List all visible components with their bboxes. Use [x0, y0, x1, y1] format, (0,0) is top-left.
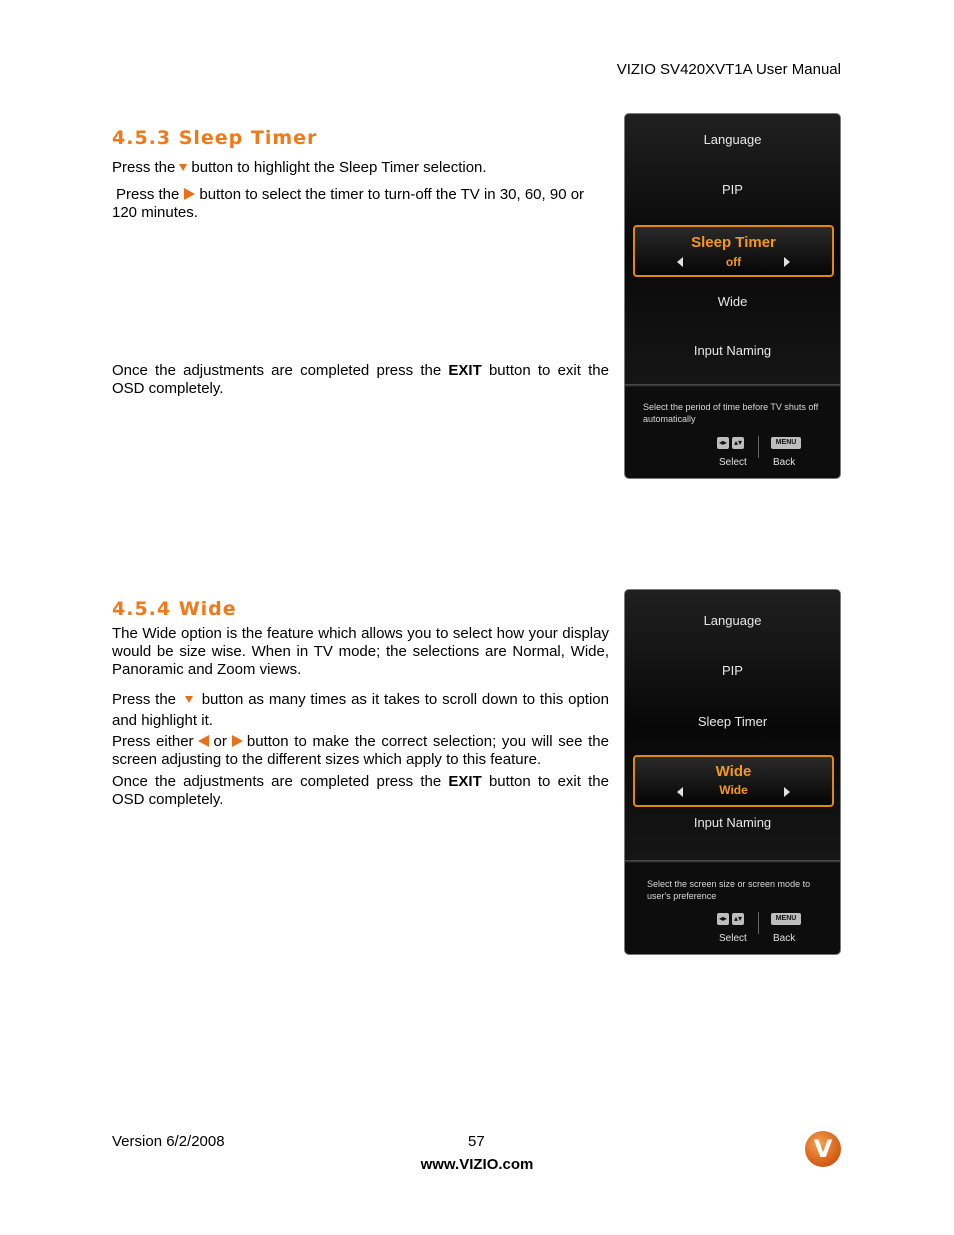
menu-key-icon: MENU — [771, 913, 801, 925]
selected-value: Wide — [719, 783, 748, 797]
back-label: Back — [773, 457, 796, 468]
select-label: Select — [719, 933, 747, 944]
right-arrow-icon — [232, 735, 243, 747]
down-arrow-icon — [185, 696, 193, 703]
selected-title: Sleep Timer — [691, 234, 776, 251]
down-arrow-icon — [179, 164, 187, 171]
menu-item-input-naming[interactable]: Input Naming — [693, 343, 772, 358]
divider — [625, 860, 840, 863]
left-right-key-icon: ◂▸ — [718, 438, 728, 447]
sleep-paragraph-3: Once the adjustments are completed press the EXIT button to exit the OSD completely. — [112, 362, 609, 397]
wide-paragraph-3: Press either or button to make the correct selection; you will see the screen adjusting to the different sizes which apply to this feature. — [112, 733, 609, 768]
osd-sleep-timer-menu — [624, 113, 841, 479]
help-text: Select the period of time before TV shuts off automatically — [643, 402, 819, 424]
menu-item-pip[interactable]: PIP — [722, 182, 743, 197]
left-arrow-icon — [198, 735, 209, 747]
section-title-wide: 4.5.4 Wide — [112, 598, 237, 620]
osd-wide-menu — [624, 589, 841, 955]
help-text: Select the screen size or screen mode to user's preference — [647, 879, 811, 901]
menu-item-sleep-timer[interactable]: Sleep Timer — [697, 714, 768, 729]
selected-value: off — [725, 255, 742, 269]
selected-title: Wide — [715, 763, 752, 780]
wide-paragraph-1: The Wide option is the feature which allows you to select how your display would be size wise. When in TV mode; the selections are Normal, Wide, Panoramic and Zoom views. — [112, 625, 609, 678]
wide-paragraph-4: Once the adjustments are completed press the EXIT button to exit the OSD completely. — [112, 773, 609, 808]
menu-item-wide[interactable]: Wide — [717, 294, 748, 309]
right-arrow-icon[interactable] — [784, 787, 790, 797]
section-title-sleep-timer: 4.5.3 Sleep Timer — [112, 127, 318, 149]
website-url: www.VIZIO.com — [420, 1156, 534, 1173]
up-down-key-icon: ▴▾ — [733, 914, 743, 923]
divider — [625, 384, 840, 387]
menu-item-language[interactable]: Language — [703, 613, 762, 628]
version-text: Version 6/2/2008 — [112, 1133, 225, 1150]
page-number: 57 — [468, 1133, 485, 1150]
menu-item-language[interactable]: Language — [703, 132, 762, 147]
menu-item-wide-selected[interactable] — [633, 755, 834, 807]
wide-paragraph-2: Press the button as many times as it takes to scroll down to this option and highlight it. — [112, 691, 609, 729]
sleep-paragraph-2: Press the button to select the timer to turn-off the TV in 30, 60, 90 or 120 minutes. — [112, 186, 585, 221]
menu-item-input-naming[interactable]: Input Naming — [693, 815, 772, 830]
left-right-key-icon: ◂▸ — [718, 914, 728, 923]
manual-title: VIZIO SV420XVT1A User Manual — [616, 61, 841, 78]
vizio-logo-icon: V — [805, 1131, 841, 1167]
right-arrow-icon — [184, 188, 195, 200]
menu-key-icon: MENU — [771, 437, 801, 449]
sleep-paragraph-1: Press the button to highlight the Sleep Timer selection. — [112, 159, 487, 176]
menu-item-sleep-timer-selected[interactable] — [633, 225, 834, 277]
key-separator — [758, 912, 759, 934]
right-arrow-icon[interactable] — [784, 257, 790, 267]
menu-item-pip[interactable]: PIP — [722, 663, 743, 678]
select-label: Select — [719, 457, 747, 468]
up-down-key-icon: ▴▾ — [733, 438, 743, 447]
key-separator — [758, 436, 759, 458]
back-label: Back — [773, 933, 796, 944]
